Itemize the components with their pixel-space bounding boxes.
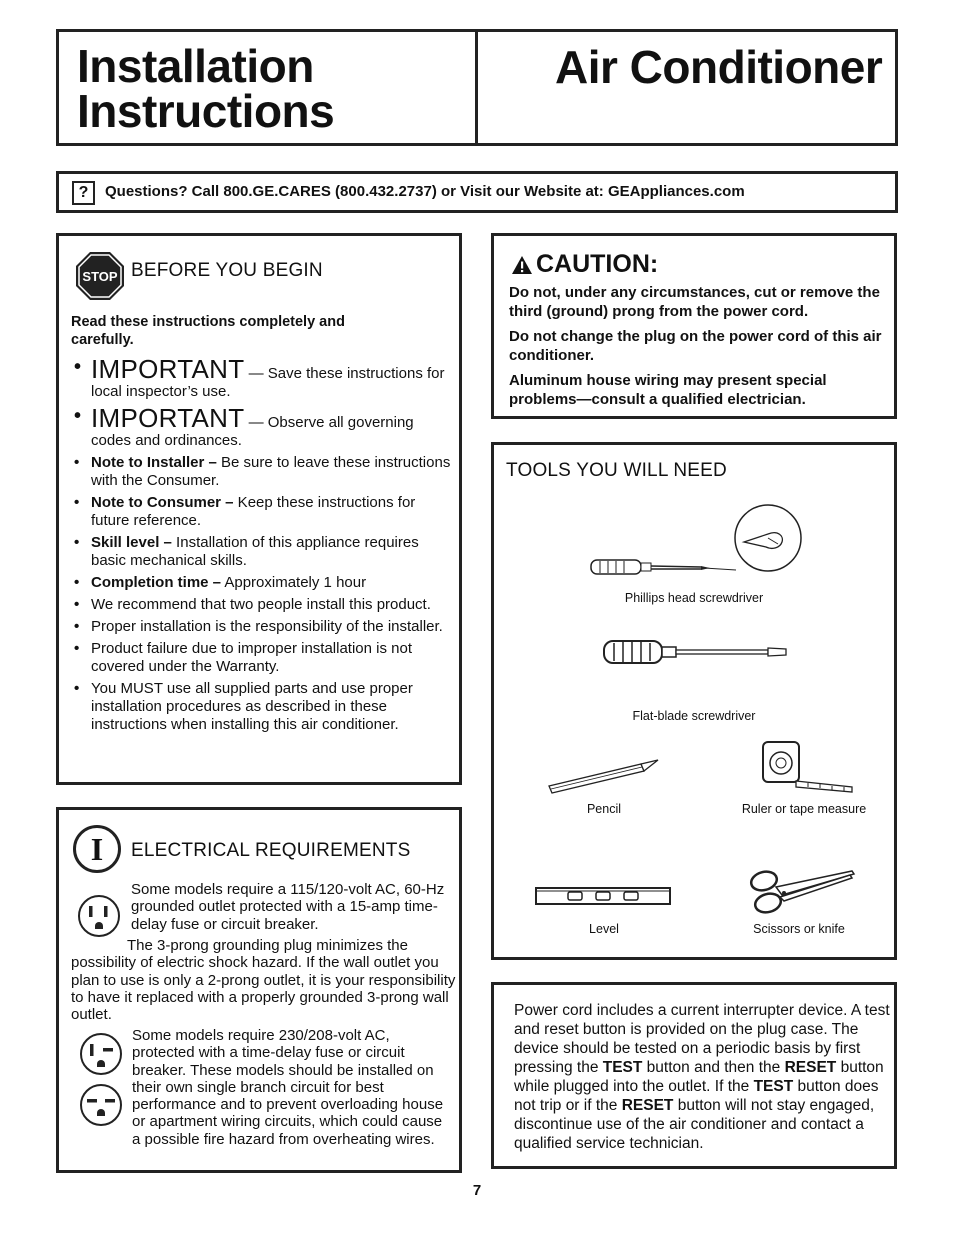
- installation-instructions-title: Installation Instructions: [77, 40, 335, 137]
- caution-title: CAUTION:: [511, 250, 658, 279]
- tools-section: [491, 442, 897, 960]
- warning-triangle-icon: [511, 255, 533, 275]
- header-box: [56, 29, 898, 146]
- header-divider: [475, 32, 478, 143]
- tool-label-level: Level: [589, 922, 619, 936]
- phillips-screwdriver-icon: [586, 500, 806, 580]
- electrical-paragraph-1: Some models require a 115/120-volt AC, 60-Hz grounded outlet protected with a 15-amp time-delay fuse or circuit breaker.: [131, 881, 445, 933]
- tool-label-scissors: Scissors or knife: [753, 922, 845, 936]
- tool-label-flat-blade: Flat-blade screwdriver: [632, 709, 756, 723]
- scissors-icon: [746, 865, 858, 917]
- svg-text:STOP: STOP: [82, 269, 118, 284]
- pencil-icon: [546, 755, 661, 795]
- list-item: • Completion time – Approximately 1 hour: [71, 574, 456, 592]
- questions-bar: [56, 171, 898, 213]
- tool-label-pencil: Pencil: [586, 802, 622, 816]
- list-item: • Proper installation is the responsibility of the installer.: [71, 618, 456, 636]
- electrical-requirements-title: ELECTRICAL REQUIREMENTS: [131, 840, 411, 861]
- tape-measure-icon: [760, 739, 860, 795]
- product-title: Air Conditioner: [555, 41, 883, 93]
- 230v-outlet-icon-b: [79, 1083, 123, 1127]
- list-item: • Skill level – Installation of this appliance requires basic mechanical skills.: [71, 534, 456, 570]
- tool-label-phillips: Phillips head screwdriver: [624, 591, 764, 605]
- list-item: • Note to Installer – Be sure to leave these instructions with the Consumer.: [71, 454, 456, 490]
- list-item: • Product failure due to improper installation is not covered under the Warranty.: [71, 640, 456, 676]
- question-icon: ?: [72, 181, 95, 205]
- info-icon: I: [73, 825, 121, 873]
- power-cord-text: Power cord includes a current interrupter device. A test and reset button is provided on the plug case. The device should be tested on a periodic basis by first pressing the TEST button and then the RESET button while plugged into the outlet. If the TEST button does not trip or if the RESET button will not stay engaged, discontinue use of the air conditioner and contact a qualified service technician.: [514, 1002, 890, 1152]
- questions-text: Questions? Call 800.GE.CARES (800.432.2737) or Visit our Website at: GEAppliances.com: [105, 183, 745, 200]
- flat-screwdriver-icon: [602, 637, 790, 667]
- before-you-begin-title: BEFORE YOU BEGIN: [131, 260, 323, 281]
- list-item: • IMPORTANT — Observe all governing codes and ordinances.: [71, 405, 456, 450]
- before-you-begin-list: [71, 356, 456, 738]
- list-item: • Note to Consumer – Keep these instructions for future reference.: [71, 494, 456, 530]
- electrical-requirements-section: [56, 807, 462, 1173]
- stop-sign-icon: [75, 251, 125, 301]
- 230v-outlet-icon-a: [79, 1032, 123, 1076]
- electrical-paragraph-3: Some models require 230/208-volt AC, protected with a time-delay fuse or circuit breaker. These models should be installed on their own single branch circuit for best performance and to prevent overloading house or apartment wiring circuits, which could cause a possible fire hazard from overheating wires.: [132, 1027, 444, 1148]
- electrical-paragraph-2: The 3-prong grounding plug minimizes the possibility of electric shock hazard. If the wall outlet you plan to use is only a 2-prong outlet, it is your responsibility to have it replaced with a properly grounded 3-prong wall outlet.: [71, 937, 456, 1024]
- before-you-begin-section: [56, 233, 462, 785]
- caution-paragraph: Do not change the plug on the power cord of this air conditioner.: [509, 328, 882, 364]
- list-item: • IMPORTANT — Save these instructions for local inspector’s use.: [71, 356, 456, 401]
- page-number: 7: [472, 1182, 482, 1199]
- power-cord-section: [491, 982, 897, 1169]
- before-you-begin-lead: Read these instructions completely and carefully.: [71, 314, 345, 348]
- caution-paragraph: Aluminum house wiring may present special problems—consult a qualified electrician.: [509, 372, 827, 408]
- three-prong-outlet-icon: [77, 894, 121, 938]
- list-item: • You MUST use all supplied parts and use proper installation procedures as described in these instructions when installing this air conditioner.: [71, 680, 456, 734]
- list-item: • We recommend that two people install this product.: [71, 596, 456, 614]
- tools-title: TOOLS YOU WILL NEED: [506, 460, 727, 481]
- level-icon: [534, 885, 674, 909]
- caution-section: [491, 233, 897, 419]
- tool-label-tape-measure: Ruler or tape measure: [741, 802, 867, 816]
- caution-paragraph: Do not, under any circumstances, cut or remove the third (ground) prong from the power cord.: [509, 284, 880, 320]
